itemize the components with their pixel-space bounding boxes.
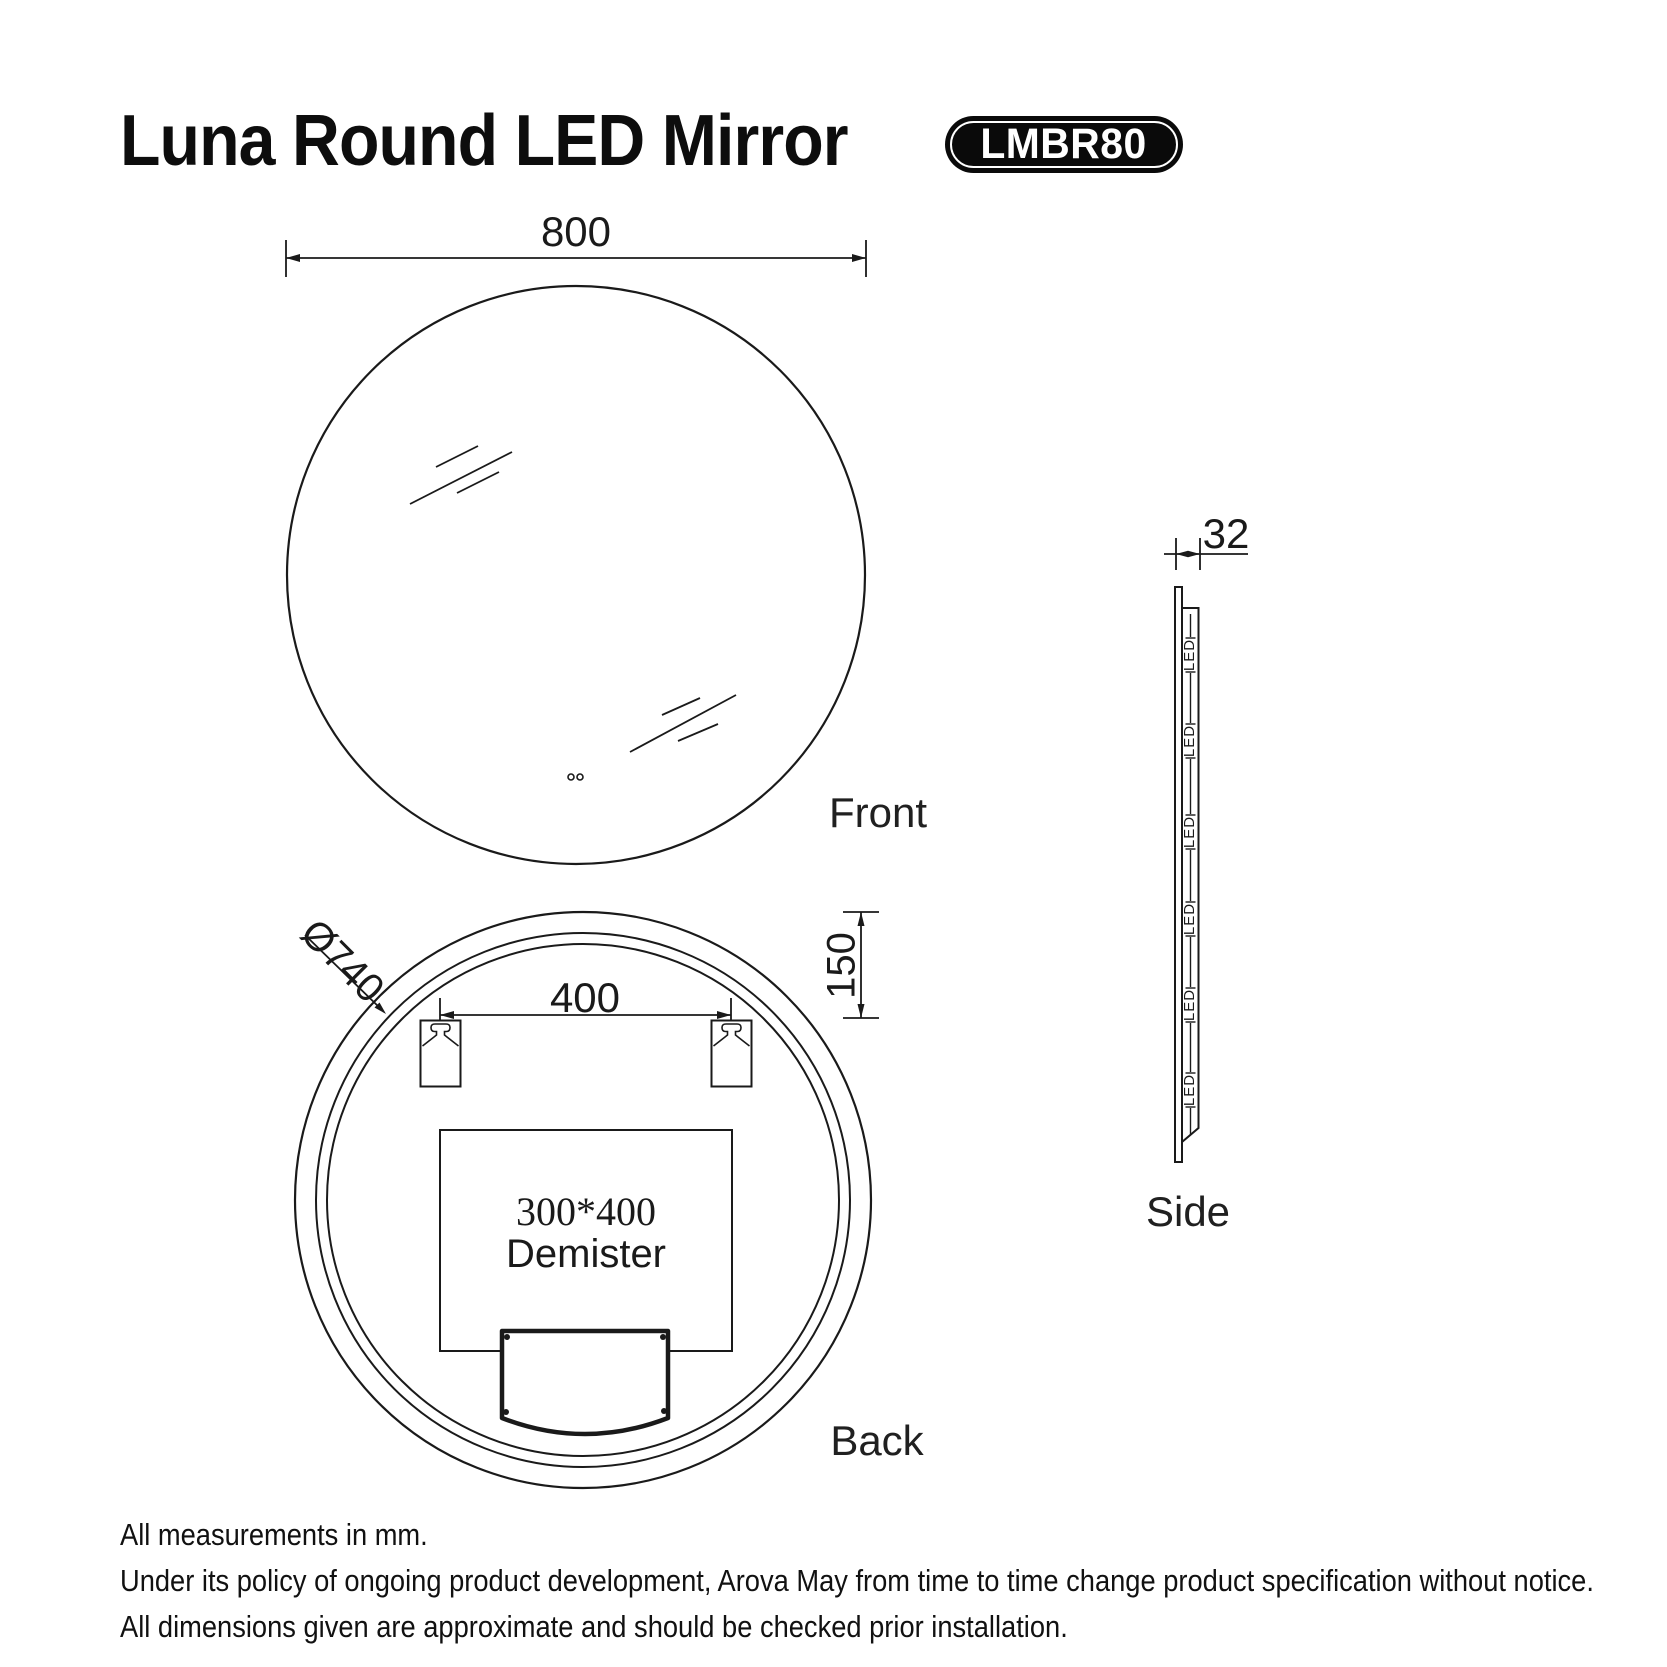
led-strip-label: LED: [1181, 1073, 1198, 1107]
led-strip-label: LED: [1181, 902, 1198, 936]
footer-line: All dimensions given are approximate and should be checked prior installation.: [120, 1609, 1068, 1644]
front-view: [286, 240, 866, 864]
back-view-label: Back: [830, 1417, 924, 1464]
side-view-label: Side: [1145, 1188, 1231, 1235]
hanging-bracket-right: [712, 1021, 752, 1087]
front-mirror-circle: [287, 286, 865, 864]
bracket-spacing-dim-label: 400: [549, 974, 621, 1021]
model-code: LMBR80: [980, 120, 1148, 168]
led-strip-label: LED: [1181, 815, 1198, 849]
side-view: [1164, 538, 1248, 1162]
side-thickness-dim-label: 32: [1202, 510, 1250, 557]
demister-label: Demister: [505, 1232, 667, 1276]
front-width-dim-label: 800: [540, 208, 612, 255]
mirror-shine-icon: [410, 446, 736, 752]
model-badge: [945, 116, 1183, 173]
junction-box: [502, 1331, 668, 1434]
led-strip-label: LED: [1181, 988, 1198, 1022]
led-strip-label: LED: [1181, 638, 1198, 672]
top-offset-dim-label: 150: [819, 932, 864, 999]
front-view-label: Front: [828, 789, 928, 836]
footer-line: Under its policy of ongoing product development, Arova May from time to time change product specification without notice.: [120, 1563, 1594, 1598]
page-title: Luna Round LED Mirror: [120, 101, 848, 181]
back-diameter-dim-label: Ø740: [292, 910, 393, 1012]
touch-sensor-dots-icon: [568, 774, 583, 780]
led-strip-label: LED: [1181, 724, 1198, 758]
footer-notes: [120, 1512, 1594, 1650]
hanging-bracket-left: [421, 1021, 461, 1087]
footer-line: All measurements in mm.: [120, 1517, 428, 1552]
demister-size-label: 300*400: [516, 1189, 656, 1234]
